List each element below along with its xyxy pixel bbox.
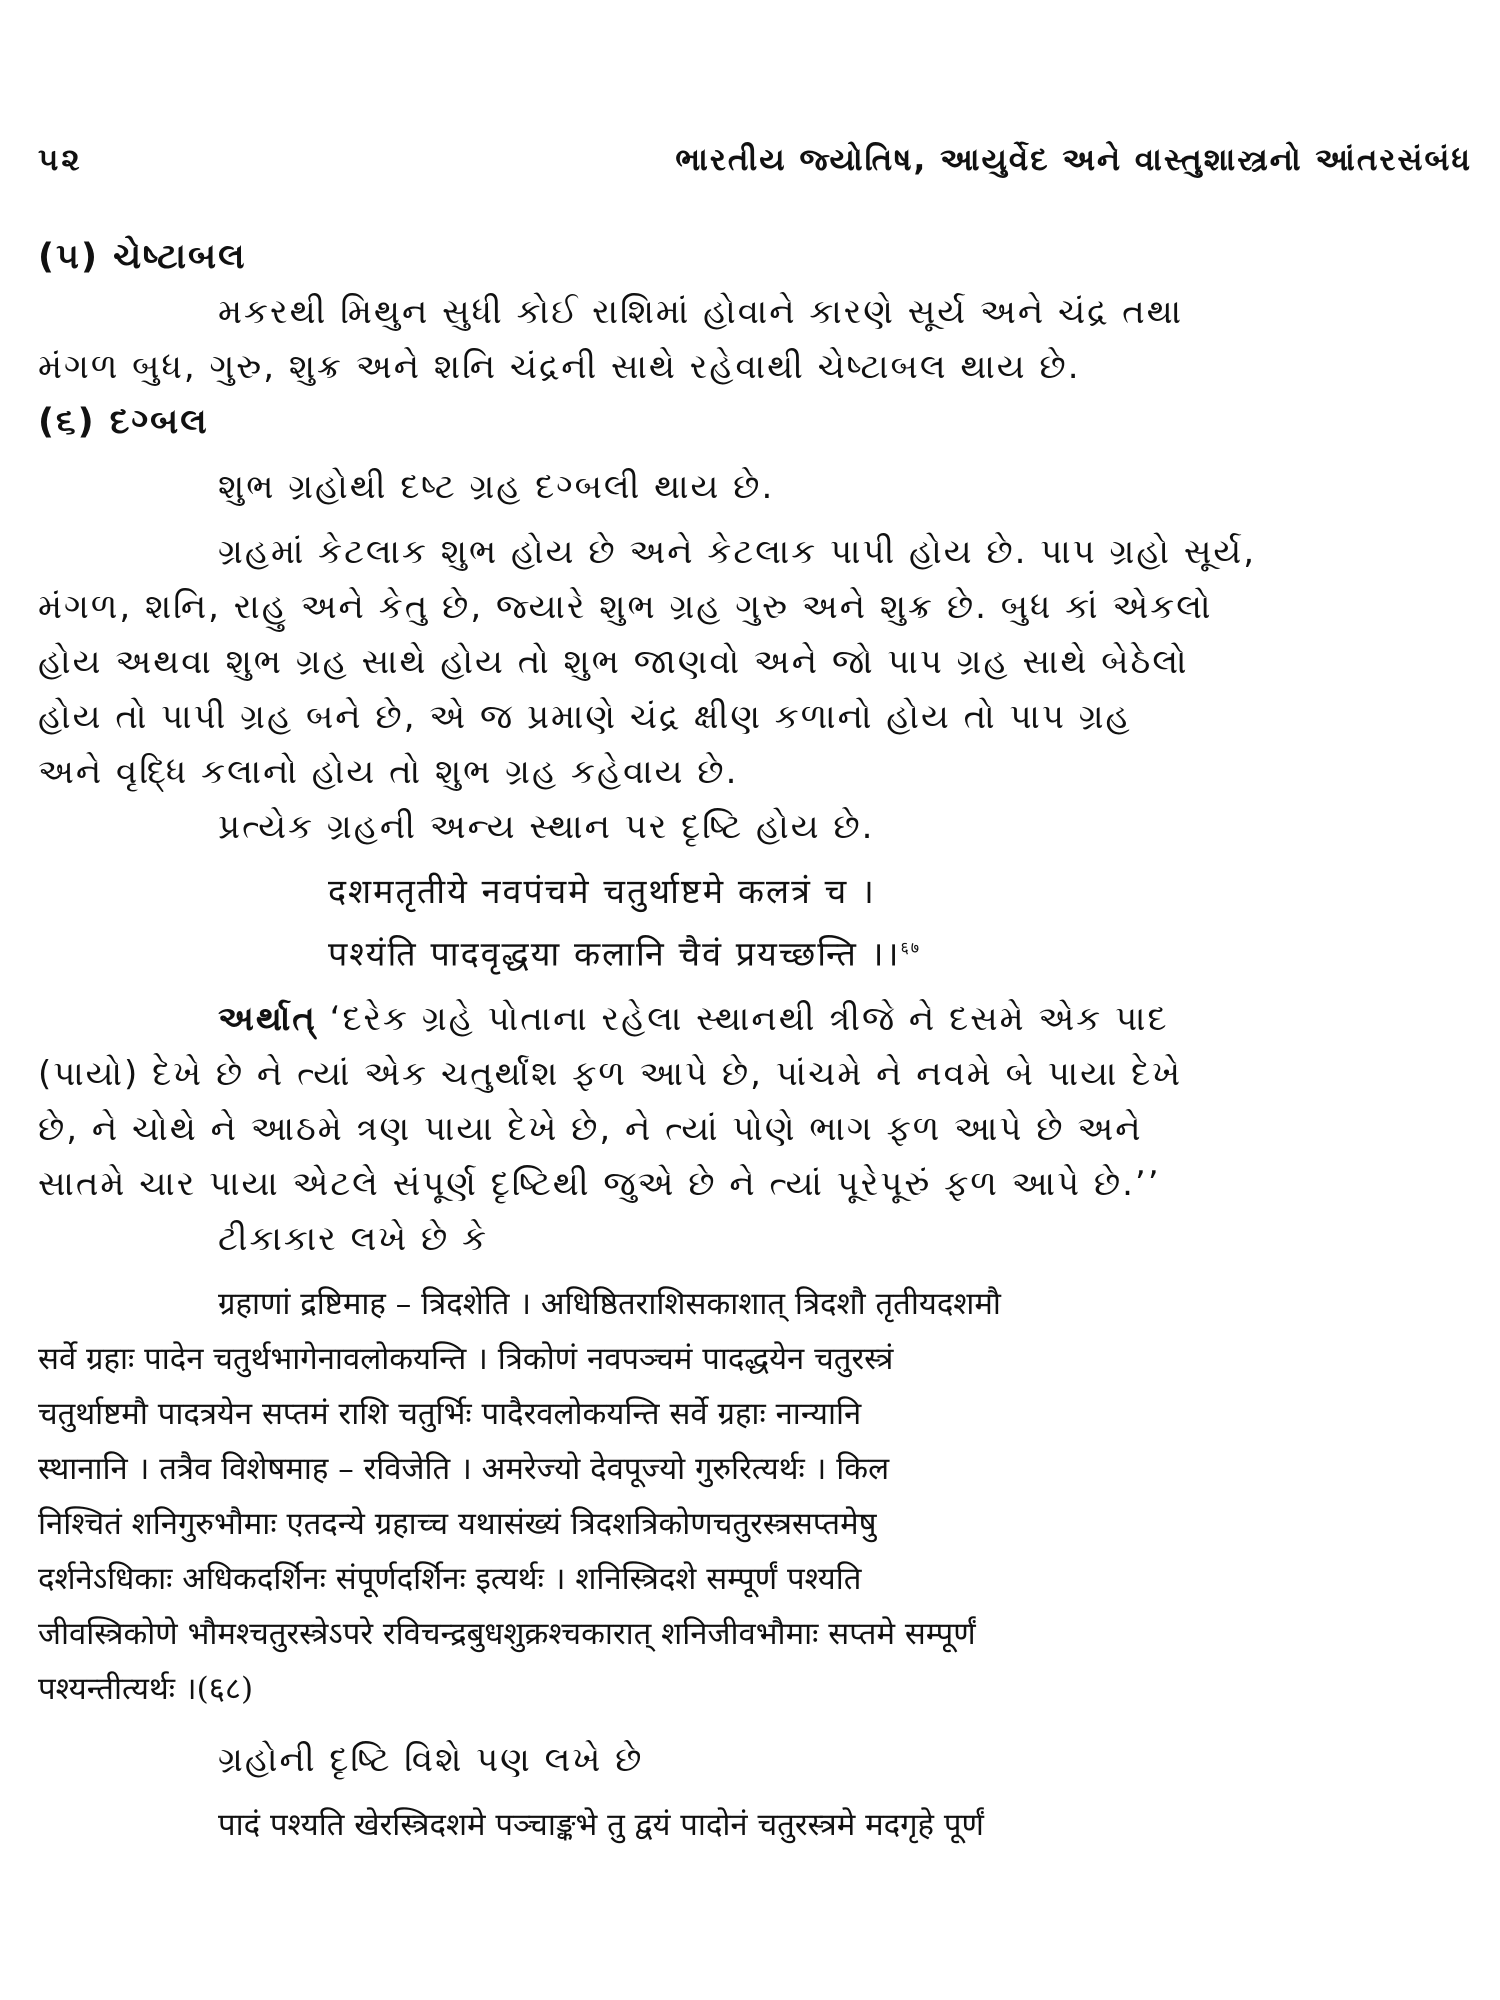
paragraph-line: ટીકાકાર લખે છે કે: [218, 1219, 489, 1260]
sanskrit-verse: [38, 865, 1478, 982]
commentary-line: जीवस्त्रिकोणे भौमश्चतुरस्त्रेऽपरे रविचन्द्रबुधशुक्रश्चकारात् शनिजीवभौमाः सप्तमे सम्पूर्णं: [38, 1616, 976, 1653]
page-number: ૫૨: [38, 142, 83, 178]
paragraph-line: [38, 992, 1478, 1047]
verse-line: दशमतृतीये नवपंचमे चतुर्थाष्टमे कलत्रं च ।: [328, 872, 876, 912]
paragraph-line: પ્રત્યેક ગ્રહની અન્ય સ્થાન પર દૃષ્ટિ હોય છે.: [218, 807, 875, 847]
paragraph-line: અને વૃદ્ધિ કલાનો હોય તો શુભ ગ્રહ કહેવાય છે.: [38, 752, 739, 792]
verse-text: पश्यंति पादवृद्धया कलानि चैवं प्रयच्छन्ति ।।: [328, 934, 901, 975]
paragraph-line: છે, ને ચોથે ને આઠમે ત્રણ પાયા દેખે છે, ને ત્યાં પોણે ભાગ ફળ આપે છે અને: [38, 1109, 1143, 1150]
paragraph-line: ગ્રહમાં કેટલાક શુભ હોય છે અને કેટલાક પાપી હોય છે. પાપ ગ્રહો સૂર્ય,: [218, 532, 1257, 572]
paragraph-line: હોય તો પાપી ગ્રહ બને છે, એ જ પ્રમાણે ચંદ્ર ક્ષીણ કળાનો હોય તો પાપ ગ્રહ: [38, 697, 1132, 737]
running-header: [38, 142, 1472, 192]
paragraph-line: મકરથી મિથુન સુધી કોઈ રાશિમાં હોવાને કારણે સૂર્ય અને ચંદ્ર તથા: [218, 292, 1184, 332]
commentary-line: चतुर्थाष्टमौ पादत्रयेन सप्तमं राशि चतुर्भिः पादैरवलोकयन्ति सर्वे ग्रहाः नान्यानि: [38, 1396, 862, 1433]
commentary-line: ग्रहाणां द्रष्टिमाह – त्रिदशेति । अधिष्ठितराशिसकाशात् त्रिदशौ तृतीयदशमौ: [218, 1286, 1001, 1323]
paragraph-line: ગ્રહોની દૃષ્ટિ વિશે પણ લખે છે: [218, 1740, 644, 1781]
paragraph-line: સાતમે ચાર પાયા એટલે સંપૂર્ણ દૃષ્ટિથી જુએ છે ને ત્યાં પૂરેપૂરું ફળ આપે છે.’’: [38, 1164, 1161, 1205]
commentary-line: निश्चितं शनिगुरुभौमाः एतदन्ये ग्रहाच्च यथासंख्यं त्रिदशत्रिकोणचतुरस्त्रसप्तमेषु: [38, 1506, 877, 1543]
book-title: ભારતીય જ્યોતિષ, આયુર્વેદ અને વાસ્તુશાસ્ત્રનો આંતરસંબંધ: [675, 142, 1472, 178]
arthat-label: અર્થાત્: [218, 999, 317, 1040]
paragraph-benefic-malefic: [38, 525, 1478, 800]
paragraph-line: મંગળ બુધ, ગુરુ, શુક્ર અને શનિ ચંદ્રની સાથે રહેવાથી ચેષ્ટાબલ થાય છે.: [38, 347, 1081, 387]
commentary-line: सर्वे ग्रहाः पादेन चतुर्थभागेनावलोकयन्ति । त्रिकोणं नवपञ्चमं पादद्धयेन चतुरस्त्रं: [38, 1341, 894, 1378]
paragraph-line: હોય અથવા શુભ ગ્રહ સાથે હોય તો શુભ જાણવો અને જો પાપ ગ્રહ સાથે બેઠેલો: [38, 642, 1189, 682]
section-heading-drigbal: (૬) દગ્બલ: [38, 402, 209, 442]
commentary-line: स्थानानि । तत्रैव विशेषमाह – रविजेति । अमरेज्यो देवपूज्यो गुरुरित्यर्थः । किल: [38, 1451, 890, 1488]
commentary-line: पादं पश्यति खेरस्त्रिदशमे पञ्चाङ्कभे तु द्वयं पादोनं चतुरस्त्रमे मदगृहे पूर्णं: [218, 1807, 984, 1844]
section-heading-chestabal: (૫) ચેષ્ટાબલ: [38, 237, 247, 277]
commentary-line: दर्शनेऽधिकाः अधिकदर्शिनः संपूर्णदर्शिनः इत्यर्थः । शनिस्त्रिदशे सम्पूर्णं पश्यति: [38, 1561, 862, 1598]
paragraph-arthat: [38, 992, 1478, 1212]
footnote-marker: ६७: [900, 938, 922, 957]
sanskrit-commentary: [38, 1277, 1478, 1717]
commentary-line: पश्यन्तीत्यर्थः ।(६८): [38, 1671, 254, 1708]
paragraph-line: શુભ ગ્રહોથી દષ્ટ ગ્રહ દગ્બલી થાય છે.: [218, 467, 775, 507]
paragraph-line: (પાયો) દેખે છે ને ત્યાં એક ચતુર્થાંશ ફળ આપે છે, પાંચમે ને નવમે બે પાયા દેખે: [38, 1054, 1183, 1095]
paragraph-line: મંગળ, શનિ, રાહુ અને કેતુ છે, જ્યારે શુભ ગ્રહ ગુરુ અને શુક્ર છે. બુધ કાં એકલો: [38, 587, 1213, 627]
arthat-text: ‘દરેક ગ્રહે પોતાના રહેલા સ્થાનથી ત્રીજે ને દસમે એક પાદ: [329, 999, 1169, 1040]
verse-line: [38, 920, 1478, 982]
page-body: [38, 230, 1478, 1853]
